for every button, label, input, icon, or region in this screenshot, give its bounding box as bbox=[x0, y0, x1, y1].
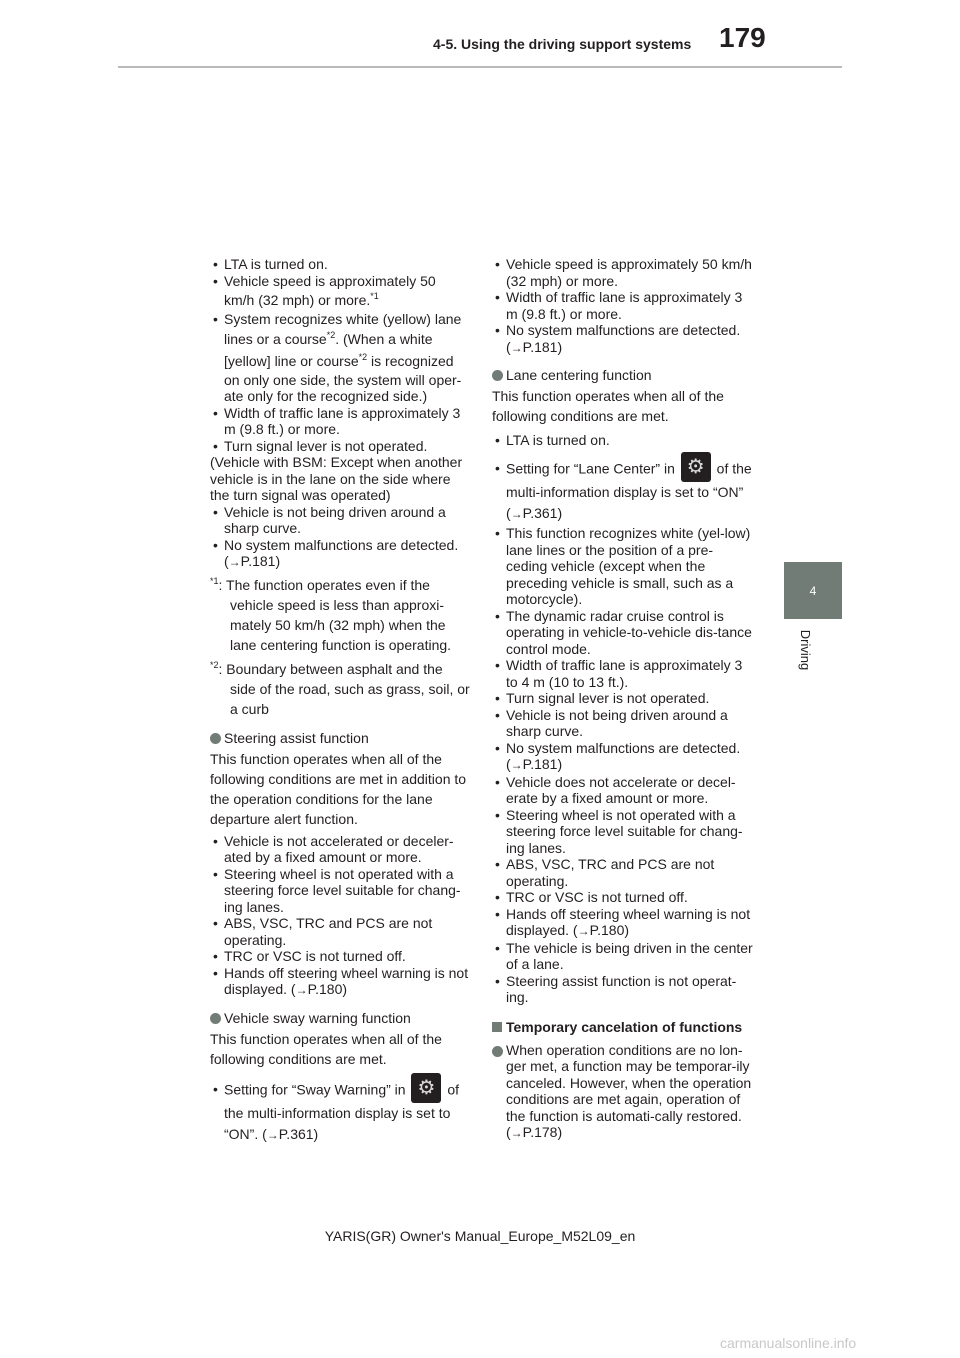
list-item bbox=[492, 973, 754, 1006]
list-item bbox=[492, 608, 754, 658]
list-item-text: Steering wheel is not operated with a steering force level suitable for chang-ing lanes. bbox=[224, 865, 461, 915]
page-reference-link[interactable]: P.361) bbox=[278, 1125, 319, 1142]
list-item-text: . (When a white bbox=[335, 330, 433, 347]
note-text: (Vehicle with BSM: Except when another vehicle is in the lane on the side where the turn signal was operated) bbox=[210, 454, 463, 503]
right-column bbox=[492, 256, 754, 1142]
footnote bbox=[210, 659, 470, 719]
list-item bbox=[210, 504, 470, 537]
arrow-icon: → bbox=[510, 340, 523, 355]
list-item-text: Width of traffic lane is approximately 3 to 4 m (10 to 13 ft.). bbox=[506, 657, 743, 690]
list-item-text: Vehicle speed is approximately 50 bbox=[224, 272, 436, 289]
arrow-icon: → bbox=[577, 924, 590, 938]
paragraph: This function operates when all of the following conditions are met. bbox=[210, 1030, 442, 1067]
list-item bbox=[210, 438, 470, 455]
list-item-text: Steering wheel is not operated with a steering force level suitable for chang-ing lanes. bbox=[506, 806, 743, 856]
list-item bbox=[210, 311, 470, 328]
list-item bbox=[210, 256, 470, 273]
list-item bbox=[210, 833, 470, 866]
bullet-paragraph bbox=[492, 1042, 754, 1142]
list-item-text: Steering assist function is not operat-ing. bbox=[506, 972, 737, 1005]
list-item bbox=[492, 906, 754, 940]
list-item: • No system malfunctions are detected. (→P.181) bbox=[492, 322, 754, 356]
page-reference-link[interactable]: P.181) bbox=[522, 338, 563, 355]
list-item-text: of bbox=[447, 1081, 460, 1098]
heading-text: Steering assist function bbox=[224, 729, 369, 746]
list-item bbox=[492, 940, 754, 973]
list-item-text: lines or a course bbox=[224, 330, 327, 347]
list-item-text: Hands off steering wheel warning is not displayed. ( bbox=[224, 964, 469, 997]
section-heading bbox=[210, 1009, 470, 1027]
page-reference-link[interactable]: P.181) bbox=[240, 553, 281, 569]
list-item bbox=[492, 525, 754, 608]
list-item-text: Width of traffic lane is approximately 3 m (9.8 ft.) or more. bbox=[224, 404, 461, 437]
gear-icon: ⚙ bbox=[411, 1073, 441, 1103]
list-item-text: “ON”. ( bbox=[224, 1125, 267, 1142]
arrow-icon: → bbox=[510, 507, 523, 521]
list-item bbox=[210, 915, 470, 948]
list-item-text: No system malfunctions are detected. bbox=[224, 536, 459, 553]
page-reference-link[interactable]: P.180) bbox=[589, 922, 630, 938]
left-column bbox=[210, 256, 470, 1146]
list-item bbox=[210, 948, 470, 965]
list-item-text: This function recognizes white (yel-low) lane lines or the position of a pre-ceding vehicle (except when the preceding vehicle is small, such as a motorcycle). bbox=[506, 525, 751, 607]
list-item bbox=[492, 889, 754, 906]
list-item: • No system malfunctions are detected. (→P.181) bbox=[492, 740, 754, 774]
bullet-dot-icon bbox=[210, 1013, 221, 1024]
page-reference-link[interactable]: P.180) bbox=[307, 981, 348, 997]
list-item-text: Turn signal lever is not operated. bbox=[224, 437, 428, 454]
list-item bbox=[492, 430, 754, 450]
list-item bbox=[492, 690, 754, 707]
list-item-text: of the bbox=[716, 460, 752, 477]
page-reference-link[interactable]: P.361) bbox=[522, 505, 563, 521]
list-item: • No system malfunctions are detected. (→P.181) bbox=[210, 537, 470, 571]
heading-text: Temporary cancelation of functions bbox=[506, 1018, 743, 1035]
footnote-text: : The function operates even if the vehicle speed is less than approxi-mately 50 km/h (32 mph) when the lane centering function is operating. bbox=[218, 576, 452, 653]
list-item bbox=[492, 807, 754, 857]
list-item-continuation bbox=[210, 289, 470, 311]
section-heading bbox=[210, 729, 470, 747]
list-item-text: Width of traffic lane is approximately 3 m (9.8 ft.) or more. bbox=[506, 289, 743, 322]
list-item-text: ABS, VSC, TRC and PCS are not operating. bbox=[224, 915, 433, 948]
list-item bbox=[210, 273, 470, 290]
list-item-text: Vehicle speed is approximately 50 km/h (32 mph) or more. bbox=[506, 256, 752, 289]
list-item-text: TRC or VSC is not turned off. bbox=[506, 889, 688, 905]
list-item-text: TRC or VSC is not turned off. bbox=[224, 948, 406, 964]
square-bullet-icon bbox=[492, 1022, 502, 1032]
list-item-continuation bbox=[210, 350, 470, 405]
list-item bbox=[210, 405, 470, 438]
list-item-continuation bbox=[210, 328, 470, 350]
footnote bbox=[210, 575, 470, 655]
page-reference-link[interactable]: P.181) bbox=[522, 756, 563, 772]
heading-text: Lane centering function bbox=[506, 367, 652, 383]
footnote-ref: *2 bbox=[326, 329, 336, 340]
arrow-icon: → bbox=[266, 1127, 279, 1142]
list-item bbox=[210, 1076, 470, 1146]
list-item-text: Vehicle is not being driven around a sharp curve. bbox=[506, 706, 728, 739]
list-item bbox=[210, 965, 470, 999]
arrow-icon: → bbox=[228, 555, 241, 569]
list-item-text: Setting for “Lane Center” in bbox=[506, 460, 675, 477]
list-item-text: System recognizes white (yellow) lane bbox=[224, 311, 462, 327]
list-item: • Setting for “Lane Center” in ⚙ of the multi-information display is set to “ON” (→P.361) bbox=[492, 458, 754, 525]
list-item-text: Vehicle is not accelerated or deceler-ated by a fixed amount or more. bbox=[224, 832, 454, 865]
list-item-text: Vehicle is not being driven around a sharp curve. bbox=[224, 503, 446, 536]
list-item-text: Turn signal lever is not operated. bbox=[506, 690, 710, 706]
footnote-mark: *2 bbox=[210, 659, 219, 670]
arrow-icon: → bbox=[510, 758, 523, 772]
page-number: 179 bbox=[719, 22, 766, 53]
list-item bbox=[492, 657, 754, 690]
list-item-text: No system malfunctions are detected. bbox=[506, 322, 741, 338]
list-item-text: Vehicle does not accelerate or decel-erate by a fixed amount or more. bbox=[506, 773, 736, 806]
footnote-ref: *1 bbox=[370, 291, 379, 301]
bullet-dot-icon bbox=[492, 1046, 503, 1057]
list-item-text: LTA is turned on. bbox=[506, 432, 610, 448]
list-item-text: LTA is turned on. bbox=[224, 256, 328, 272]
list-item-text: [yellow] line or course bbox=[224, 352, 359, 369]
list-item-text: ABS, VSC, TRC and PCS are not operating. bbox=[506, 856, 715, 889]
list-item-text: The vehicle is being driven in the center of a lane. bbox=[506, 939, 753, 972]
heading-text: Vehicle sway warning function bbox=[224, 1009, 411, 1026]
chapter-number: 4 bbox=[809, 583, 817, 598]
chapter-label: Driving bbox=[798, 629, 813, 671]
section-heading bbox=[492, 366, 754, 384]
arrow-icon: → bbox=[295, 983, 308, 997]
section-heading bbox=[492, 1018, 754, 1036]
paragraph: This function operates when all of the following conditions are met. bbox=[492, 388, 724, 424]
section-title: 4-5. Using the driving support systems bbox=[433, 36, 692, 52]
list-item-text: Setting for “Sway Warning” in bbox=[224, 1081, 406, 1098]
footnote-ref: *2 bbox=[358, 351, 368, 362]
footnote-text: : Boundary between asphalt and the side of the road, such as grass, soil, or a curb bbox=[218, 660, 470, 717]
list-item-text: is recognized on only one side, the system will oper-ate only for the recognized side.) bbox=[224, 352, 462, 404]
paragraph-text: When operation conditions are no lon-ger met, a function may be temporar-ily canceled. However, when the operation conditions are met again, operation of the function is automati-cally restored. ( bbox=[506, 1041, 752, 1140]
list-item bbox=[492, 256, 754, 289]
list-item bbox=[492, 856, 754, 889]
footer-text: YARIS(GR) Owner's Manual_Europe_M52L09_en bbox=[324, 1228, 636, 1244]
list-item-text: km/h (32 mph) or more. bbox=[224, 292, 371, 308]
header-divider bbox=[118, 66, 842, 68]
list-item-text: Hands off steering wheel warning is not displayed. ( bbox=[506, 905, 751, 938]
chapter-tab bbox=[784, 562, 842, 619]
bullet-dot-icon bbox=[492, 370, 503, 381]
bullet-dot-icon bbox=[210, 733, 221, 744]
list-item bbox=[210, 866, 470, 916]
list-item bbox=[492, 707, 754, 740]
footnote-mark: *1 bbox=[210, 575, 219, 586]
paragraph: This function operates when all of the following conditions are met in addition to the operation conditions for the lane departure alert function. bbox=[210, 750, 467, 827]
page-reference-link[interactable]: P.178) bbox=[522, 1124, 563, 1140]
list-item-text: The dynamic radar cruise control is operating in vehicle-to-vehicle dis-tance control mode. bbox=[506, 607, 752, 657]
watermark: carmanualsonline.info bbox=[720, 1335, 857, 1351]
list-item-text: the multi-information display is set to bbox=[224, 1104, 451, 1121]
gear-icon: ⚙ bbox=[681, 452, 711, 482]
list-item bbox=[492, 774, 754, 807]
list-item-text: multi-information display is set to “ON” bbox=[506, 484, 744, 500]
list-item-text: No system malfunctions are detected. bbox=[506, 739, 741, 756]
list-item bbox=[492, 289, 754, 322]
arrow-icon: → bbox=[510, 1126, 523, 1140]
